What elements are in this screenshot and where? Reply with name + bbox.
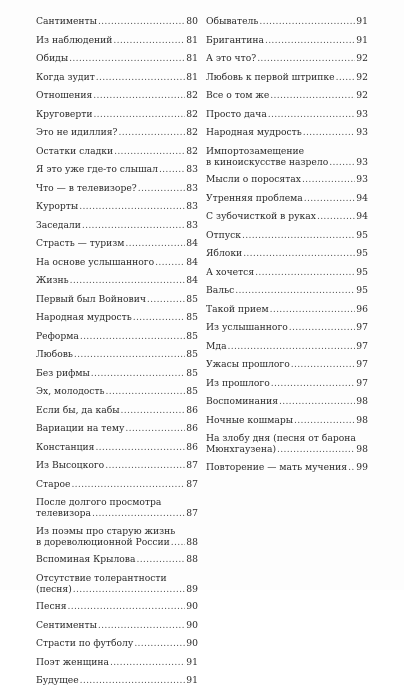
toc-entry-title: На основе услышанного bbox=[36, 256, 155, 268]
toc-page-number: 91 bbox=[356, 16, 368, 27]
toc-entry bbox=[36, 53, 198, 64]
toc-entry bbox=[206, 462, 368, 473]
toc-page-number: 88 bbox=[186, 554, 198, 565]
toc-leader-dots bbox=[271, 378, 356, 389]
toc-entry-title: Курорты bbox=[36, 201, 79, 212]
toc-entry-title: Мысли о поросятах bbox=[206, 174, 301, 185]
toc-entry bbox=[206, 211, 368, 222]
toc-leader-dots bbox=[82, 220, 185, 231]
toc-entry-title: Любовь bbox=[36, 349, 73, 360]
toc-entry bbox=[36, 675, 198, 686]
toc-entry-title-line: После долгого просмотра bbox=[36, 497, 162, 508]
toc-entry-title: А это что? bbox=[206, 53, 257, 64]
toc-leader-dots bbox=[289, 322, 356, 333]
toc-entry bbox=[36, 109, 198, 120]
toc-entry-title: Отпуск bbox=[206, 229, 242, 241]
toc-entry-title: Старое bbox=[36, 478, 71, 490]
toc-entry-title-line: в дореволюционной России bbox=[36, 536, 170, 548]
toc-leader-dots bbox=[106, 386, 186, 397]
toc-entry-title: Вспоминая Крылова bbox=[36, 554, 136, 565]
toc-entry-last-line bbox=[36, 508, 198, 519]
toc-leader-dots bbox=[93, 109, 185, 120]
toc-page-number: 97 bbox=[356, 359, 368, 370]
toc-leader-dots bbox=[255, 267, 355, 278]
toc-leader-dots bbox=[348, 462, 355, 473]
toc-entry bbox=[36, 275, 198, 286]
toc-entry bbox=[36, 554, 198, 565]
toc-page-number: 82 bbox=[186, 108, 198, 120]
toc-leader-dots bbox=[235, 285, 355, 296]
toc-entry-title-line: телевизора bbox=[36, 508, 91, 519]
toc-leader-dots bbox=[80, 331, 185, 342]
toc-entry-title: Вальс bbox=[206, 285, 235, 296]
toc-entry bbox=[36, 183, 198, 194]
toc-leader-dots bbox=[279, 396, 355, 407]
toc-page-number: 92 bbox=[356, 71, 368, 83]
toc-leader-dots bbox=[317, 211, 355, 222]
toc-entry-title: Ночные кошмары bbox=[206, 414, 294, 426]
toc-page-number: 98 bbox=[356, 444, 368, 455]
toc-leader-dots bbox=[69, 53, 185, 64]
toc-page-number: 85 bbox=[186, 367, 198, 379]
toc-entry bbox=[36, 405, 198, 416]
toc-entry bbox=[206, 341, 368, 352]
toc-page-number: 90 bbox=[186, 601, 198, 612]
toc-leader-dots bbox=[113, 35, 185, 46]
toc-leader-dots bbox=[125, 423, 185, 434]
toc-page-number: 84 bbox=[186, 275, 198, 286]
toc-entry-title: Констанция bbox=[36, 441, 95, 453]
toc-entry bbox=[206, 415, 368, 426]
toc-entry bbox=[36, 638, 198, 649]
toc-page-number: 89 bbox=[186, 583, 198, 595]
toc-entry bbox=[36, 620, 198, 631]
toc-page-number: 85 bbox=[186, 312, 198, 323]
toc-entry bbox=[36, 257, 198, 268]
toc-page-number: 95 bbox=[356, 248, 368, 259]
toc-entry-title: Просто дача bbox=[206, 108, 267, 120]
toc-entry-title: А хочется bbox=[206, 266, 255, 278]
toc-entry-title: Страсть — туризм bbox=[36, 238, 125, 249]
toc-page-number: 90 bbox=[186, 619, 198, 631]
toc-page-number: 83 bbox=[186, 219, 198, 231]
toc-page-number: 85 bbox=[186, 386, 198, 397]
toc-entry bbox=[206, 16, 368, 27]
toc-entry bbox=[36, 460, 198, 471]
toc-entry-title: Вариации на тему bbox=[36, 423, 125, 434]
toc-entry-last-line bbox=[36, 537, 198, 548]
toc-leader-dots bbox=[171, 537, 186, 548]
toc-entry-last-line bbox=[36, 584, 198, 595]
toc-entry-title-line: Из поэмы про старую жизнь bbox=[36, 525, 176, 537]
toc-leader-dots bbox=[302, 174, 355, 185]
toc-entry-title: Воспоминания bbox=[206, 396, 278, 407]
toc-leader-dots bbox=[114, 146, 185, 157]
toc-entry-title: Из услышанного bbox=[206, 322, 288, 333]
toc-entry-title: Яблоки bbox=[206, 248, 243, 259]
toc-leader-dots bbox=[96, 72, 186, 83]
toc-page-number: 99 bbox=[356, 461, 368, 473]
toc-entry bbox=[36, 368, 198, 379]
toc-entry-title: Из прошлого bbox=[206, 377, 270, 389]
toc-entry-title: Народная мудрость bbox=[36, 312, 132, 323]
toc-leader-dots bbox=[73, 584, 186, 595]
toc-entry bbox=[36, 349, 198, 360]
toc-entry-title: Сентименты bbox=[36, 619, 97, 631]
toc-page-number: 92 bbox=[356, 53, 368, 64]
toc-page-number: 97 bbox=[356, 322, 368, 333]
toc-leader-dots bbox=[71, 479, 185, 490]
toc-page-number: 88 bbox=[186, 536, 198, 548]
toc-entry bbox=[36, 526, 198, 548]
toc-entry bbox=[36, 238, 198, 249]
toc-page-number: 93 bbox=[356, 174, 368, 185]
toc-page-number: 84 bbox=[186, 238, 198, 249]
toc-entry bbox=[36, 294, 198, 305]
toc-page-number: 82 bbox=[186, 145, 198, 157]
toc-entry-title: Повторение — мать мучения bbox=[206, 461, 348, 473]
toc-entry-title-line: Мюнхгаузена) bbox=[206, 444, 277, 455]
toc-entry bbox=[36, 331, 198, 342]
toc-leader-dots bbox=[242, 230, 355, 241]
toc-entry-title: Будущее bbox=[36, 675, 79, 686]
toc-entry bbox=[206, 304, 368, 315]
toc-entry bbox=[36, 201, 198, 212]
toc-entry bbox=[36, 164, 198, 175]
toc-page-number: 91 bbox=[356, 34, 368, 46]
toc-leader-dots bbox=[105, 460, 185, 471]
toc-page-number: 81 bbox=[186, 34, 198, 46]
toc-page-number: 85 bbox=[186, 293, 198, 305]
toc-entry-title: Ужасы прошлого bbox=[206, 359, 290, 370]
toc-entry-title: Отношения bbox=[36, 90, 93, 101]
toc-leader-dots bbox=[118, 127, 185, 138]
toc-entry-title: Поэт женщина bbox=[36, 656, 109, 668]
toc-page-number: 85 bbox=[186, 349, 198, 360]
toc-leader-dots bbox=[291, 359, 356, 370]
toc-page-number: 83 bbox=[186, 182, 198, 194]
toc-leader-dots bbox=[95, 442, 185, 453]
toc-page-number: 83 bbox=[186, 164, 198, 175]
toc-entry bbox=[206, 174, 368, 185]
toc-page-number: 95 bbox=[356, 229, 368, 241]
toc-page-number: 81 bbox=[186, 53, 198, 64]
toc-entry bbox=[36, 657, 198, 668]
toc-entry-last-line bbox=[206, 444, 368, 455]
toc-entry bbox=[36, 220, 198, 231]
toc-leader-dots bbox=[277, 444, 355, 455]
toc-leader-dots bbox=[159, 164, 185, 175]
toc-page-number: 82 bbox=[186, 90, 198, 101]
toc-entry bbox=[206, 322, 368, 333]
toc-entry bbox=[206, 396, 368, 407]
toc-leader-dots bbox=[147, 294, 185, 305]
toc-entry-title: Обиды bbox=[36, 53, 69, 64]
toc-entry-title: Круговерти bbox=[36, 108, 93, 120]
toc-leader-dots bbox=[303, 127, 356, 138]
toc-entry-title: Из Высоцкого bbox=[36, 460, 105, 471]
toc-page-number: 98 bbox=[356, 396, 368, 407]
toc-page-number: 93 bbox=[356, 156, 368, 168]
toc-leader-dots bbox=[294, 415, 355, 426]
toc-page-number: 81 bbox=[186, 71, 198, 83]
toc-leader-dots bbox=[92, 508, 185, 519]
toc-leader-dots bbox=[228, 341, 356, 352]
toc-leader-dots bbox=[270, 304, 356, 315]
toc-leader-dots bbox=[304, 193, 356, 204]
toc-leader-dots bbox=[93, 90, 185, 101]
toc-entry bbox=[36, 479, 198, 490]
toc-page-number: 98 bbox=[356, 414, 368, 426]
toc-entry-title: Без рифмы bbox=[36, 367, 90, 379]
toc-entry bbox=[206, 433, 368, 455]
toc-entry bbox=[206, 127, 368, 138]
toc-page-number: 86 bbox=[186, 404, 198, 416]
toc-entry-title: Утренняя проблема bbox=[206, 192, 303, 204]
toc-entry bbox=[36, 497, 198, 519]
toc-page-number: 93 bbox=[356, 108, 368, 120]
toc-entry-title: Жизнь bbox=[36, 275, 69, 286]
toc-leader-dots bbox=[329, 157, 355, 168]
toc-entry-title: Песня bbox=[36, 601, 67, 612]
toc-entry-title: Мда bbox=[206, 340, 227, 352]
toc-leader-dots bbox=[80, 675, 186, 686]
toc-leader-dots bbox=[70, 275, 186, 286]
toc-entry-title: Что — в телевизоре? bbox=[36, 182, 137, 194]
toc-entry-title: Обыватель bbox=[206, 16, 259, 27]
toc-page-number: 97 bbox=[356, 377, 368, 389]
toc-leader-dots bbox=[138, 183, 186, 194]
toc-entry bbox=[206, 90, 368, 101]
toc-entry-title-line: Отсутствие толерантности bbox=[36, 572, 167, 584]
toc-entry-title: Реформа bbox=[36, 330, 79, 342]
toc-leader-dots bbox=[265, 35, 355, 46]
toc-entry bbox=[36, 312, 198, 323]
toc-entry bbox=[206, 146, 368, 168]
toc-page-number: 93 bbox=[356, 127, 368, 138]
toc-entry-title: Страсти по футболу bbox=[36, 638, 134, 649]
toc-page-number: 82 bbox=[186, 127, 198, 138]
toc-leader-dots bbox=[133, 312, 186, 323]
toc-page-number: 85 bbox=[186, 330, 198, 342]
toc-page-number: 97 bbox=[356, 340, 368, 352]
toc-entry-title: С зубочисткой в руках bbox=[206, 211, 316, 222]
toc-entry-title: Любовь к первой штрипке bbox=[206, 71, 335, 83]
toc-leader-dots bbox=[257, 53, 355, 64]
toc-entry-title: Когда зудит bbox=[36, 71, 95, 83]
toc-page-number: 87 bbox=[186, 508, 198, 519]
toc-entry bbox=[36, 16, 198, 27]
toc-page-number: 91 bbox=[186, 675, 198, 686]
toc-entry bbox=[206, 53, 368, 64]
toc-page-number: 84 bbox=[186, 256, 198, 268]
toc-entry-title: Из наблюдений bbox=[36, 34, 113, 46]
toc-page-number: 83 bbox=[186, 201, 198, 212]
toc-page-number: 94 bbox=[356, 211, 368, 222]
toc-entry-title: Если бы, да кабы bbox=[36, 404, 120, 416]
toc-page-number: 87 bbox=[186, 460, 198, 471]
toc-entry bbox=[36, 90, 198, 101]
toc-leader-dots bbox=[136, 554, 185, 565]
toc-entry bbox=[206, 267, 368, 278]
toc-leader-dots bbox=[74, 349, 185, 360]
toc-entry bbox=[206, 193, 368, 204]
toc-entry-last-line bbox=[206, 157, 368, 168]
toc-entry-title-line: На злобу дня (песня от барона bbox=[206, 433, 356, 444]
toc-entry-title: Бригантина bbox=[206, 34, 264, 46]
toc-entry bbox=[36, 146, 198, 157]
toc-leader-dots bbox=[68, 601, 186, 612]
toc-leader-dots bbox=[243, 248, 355, 259]
toc-leader-dots bbox=[270, 90, 355, 101]
toc-entry-title: Все о том же bbox=[206, 90, 270, 101]
toc-entry bbox=[206, 72, 368, 83]
toc-entry bbox=[206, 109, 368, 120]
toc-entry bbox=[36, 423, 198, 434]
toc-entry bbox=[206, 248, 368, 259]
toc-leader-dots bbox=[98, 620, 185, 631]
toc-page-number: 86 bbox=[186, 441, 198, 453]
toc-leader-dots bbox=[121, 405, 186, 416]
toc-entry bbox=[36, 601, 198, 612]
toc-entry bbox=[36, 386, 198, 397]
toc-entry-title: Остатки сладки bbox=[36, 145, 114, 157]
toc-page-number: 91 bbox=[186, 656, 198, 668]
toc-entry-title: Это не идиллия? bbox=[36, 127, 118, 138]
toc-entry bbox=[36, 573, 198, 595]
toc-page-number: 87 bbox=[186, 478, 198, 490]
toc-entry bbox=[36, 35, 198, 46]
toc-entry-title: Я это уже где-то слышал bbox=[36, 164, 158, 175]
toc-leader-dots bbox=[259, 16, 355, 27]
toc-entry-title-line: в киноискусстве назрело bbox=[206, 156, 329, 168]
toc-entry bbox=[206, 378, 368, 389]
toc-leader-dots bbox=[91, 368, 186, 379]
toc-entry-title: Сантименты bbox=[36, 16, 97, 27]
toc-leader-dots bbox=[110, 657, 185, 668]
toc-leader-dots bbox=[155, 257, 185, 268]
toc-entry-title: Народная мудрость bbox=[206, 127, 302, 138]
toc-page-number: 92 bbox=[356, 90, 368, 101]
toc-page-number: 95 bbox=[356, 266, 368, 278]
toc-leader-dots bbox=[268, 109, 356, 120]
toc-entry-title: Такой прием bbox=[206, 303, 269, 315]
toc-leader-dots bbox=[125, 238, 185, 249]
toc-entry bbox=[206, 35, 368, 46]
toc-entry-title: Заседали bbox=[36, 219, 81, 231]
toc-page-number: 94 bbox=[356, 192, 368, 204]
toc-entry bbox=[206, 285, 368, 296]
toc-entry-title: Эх, молодость bbox=[36, 386, 105, 397]
toc-page-number: 90 bbox=[186, 638, 198, 649]
toc-entry bbox=[206, 359, 368, 370]
toc-leader-dots bbox=[336, 72, 356, 83]
toc-leader-dots bbox=[79, 201, 185, 212]
toc-page-number: 86 bbox=[186, 423, 198, 434]
toc-entry-title-line: (песня) bbox=[36, 583, 72, 595]
toc-entry bbox=[36, 72, 198, 83]
toc-entry-title-line: Импортозамещение bbox=[206, 145, 305, 157]
toc-leader-dots bbox=[98, 16, 185, 27]
toc-page-number: 96 bbox=[356, 303, 368, 315]
toc-entry-title: Первый был Войнович bbox=[36, 293, 146, 305]
toc-leader-dots bbox=[134, 638, 185, 649]
toc-page-number: 95 bbox=[356, 285, 368, 296]
toc-entry bbox=[36, 127, 198, 138]
toc-page-number: 80 bbox=[186, 16, 198, 27]
toc-entry bbox=[36, 442, 198, 453]
toc-entry bbox=[206, 230, 368, 241]
